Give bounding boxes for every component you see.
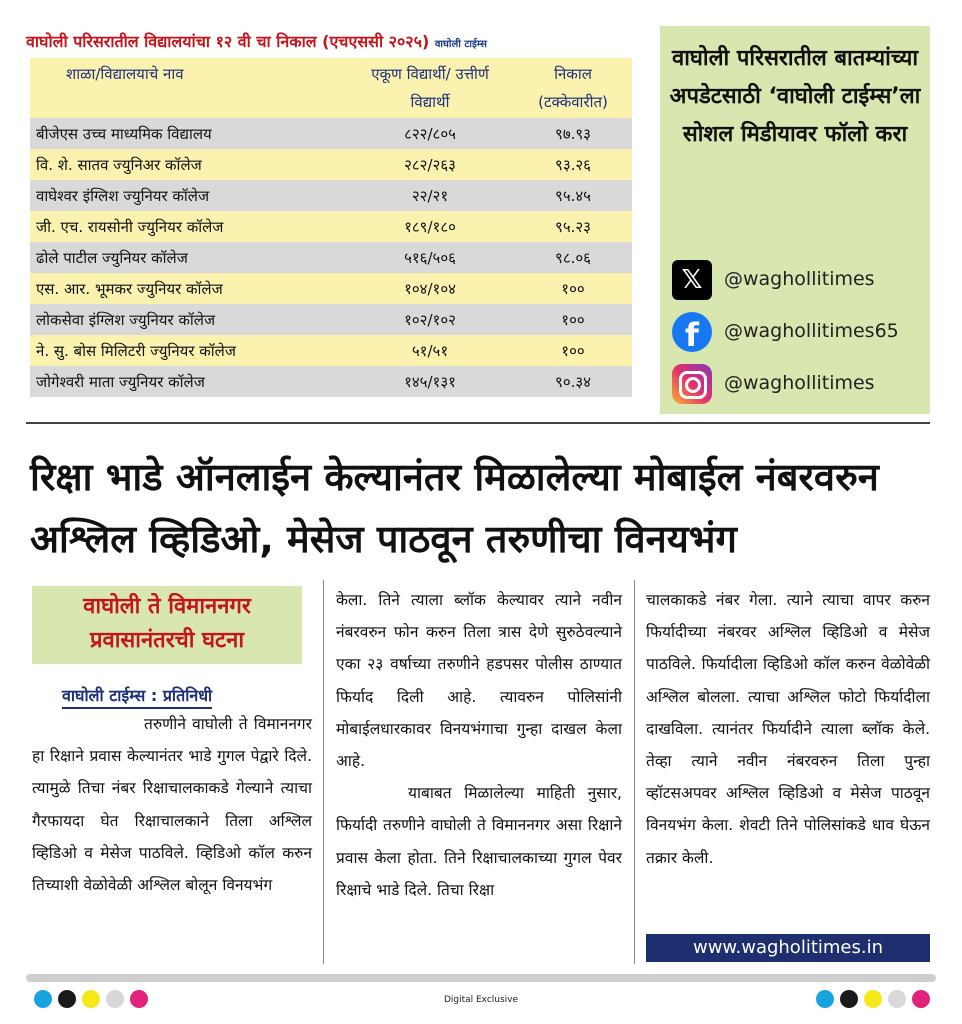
student-count: ८२२/८०५ bbox=[346, 118, 514, 149]
social-row-facebook[interactable] bbox=[672, 312, 922, 354]
color-dot bbox=[58, 990, 76, 1008]
article-column-1 bbox=[32, 708, 312, 901]
color-dot bbox=[912, 990, 930, 1008]
subheading-text: वाघोली ते विमाननगर प्रवासानंतरची घटना bbox=[83, 594, 251, 653]
color-dot bbox=[34, 990, 52, 1008]
x-handle[interactable]: @waghollitimes bbox=[724, 268, 875, 290]
result-percent: १०० bbox=[514, 304, 632, 335]
school-name: ढोले पाटील ज्युनियर कॉलेज bbox=[30, 242, 346, 273]
school-name: एस. आर. भूमकर ज्युनियर कॉलेज bbox=[30, 273, 346, 304]
result-percent: ९५.४५ bbox=[514, 180, 632, 211]
paragraph: याबाबत मिळालेल्या माहिती नुसार, फिर्यादी तरुणीने वाघोली ते विमाननगर असा रिक्षाने प्रवास केला होता. तिने रिक्षाचालकाच्या गुगल पेवर रिक्षाचे भाडे दिले. तिचा रिक्षा bbox=[336, 784, 622, 899]
x-icon: 𝕏 bbox=[672, 260, 712, 300]
result-percent: ९५.२३ bbox=[514, 211, 632, 242]
follow-box bbox=[660, 26, 930, 414]
website-link[interactable]: www.wagholitimes.in bbox=[646, 934, 930, 962]
paragraph: चालकाकडे नंबर गेला. त्याने त्याचा वापर करुन फिर्यादीच्या नंबरवर अश्लिल व्हिडिओ व मेसेज पाठविले. फिर्यादीला व्हिडिओ कॉल करुन वेळोवेळी अश्लिल बोलला. त्याचा अश्लिल फोटो फिर्यादीला दाखविला. त्यानंतर फिर्यादीने त्याला ब्लॉक केले. तेव्हा त्याने नवीन नंबरवरुन तिला पुन्हा व्हॉटसअपवर अश्लिल व्हिडिओ व मेसेज पाठवून विनयभंग केला. शेवटी तिने पोलिसांकडे धाव घेऊन तक्रार केली. bbox=[646, 591, 930, 867]
results-title bbox=[26, 30, 487, 52]
result-percent: १०० bbox=[514, 273, 632, 304]
result-percent: १०० bbox=[514, 335, 632, 366]
article-headline: रिक्षा भाडे ऑनलाईन केल्यानंतर मिळालेल्या मोबाईल नंबरवरुन अश्लिल व्हिडिओ, मेसेज पाठवून तरुणीचा विनयभंग bbox=[30, 455, 879, 561]
color-dot bbox=[816, 990, 834, 1008]
header-result: निकाल (टक्केवारीत) bbox=[514, 58, 632, 118]
article-column-2 bbox=[336, 584, 622, 906]
follow-text: वाघोली परिसरातील बातम्यांच्या अपडेटसाठी ‘वाघोली टाईम्स’ला सोशल मिडीयावर फॉलो करा bbox=[669, 46, 921, 147]
table-row bbox=[30, 335, 632, 366]
result-percent: ९०.३४ bbox=[514, 366, 632, 397]
table-row bbox=[30, 118, 632, 149]
table-row bbox=[30, 366, 632, 397]
color-dots-left bbox=[34, 990, 146, 1010]
school-name: जोगेश्वरी माता ज्युनियर कॉलेज bbox=[30, 366, 346, 397]
table-row bbox=[30, 273, 632, 304]
byline: वाघोली टाईम्स : प्रतिनिधी bbox=[62, 684, 212, 709]
student-count: १०२/१०२ bbox=[346, 304, 514, 335]
instagram-handle[interactable]: @waghollitimes bbox=[724, 372, 875, 394]
student-count: ५१/५१ bbox=[346, 335, 514, 366]
school-name: लोकसेवा इंग्लिश ज्युनियर कॉलेज bbox=[30, 304, 346, 335]
facebook-icon: f bbox=[672, 312, 712, 352]
school-name: ने. सु. बोस मिलिटरी ज्युनियर कॉलेज bbox=[30, 335, 346, 366]
color-dot bbox=[864, 990, 882, 1008]
results-table bbox=[30, 58, 632, 397]
header-students: एकूण विद्यार्थी/ उत्तीर्ण विद्यार्थी bbox=[346, 58, 514, 118]
results-title-text: वाघोली परिसरातील विद्यालयांचा १२ वी चा निकाल (एचएससी २०२५) bbox=[26, 32, 430, 51]
column-divider bbox=[323, 580, 324, 964]
school-name: जी. एच. रायसोनी ज्युनियर कॉलेज bbox=[30, 211, 346, 242]
color-dots-right bbox=[816, 990, 928, 1010]
result-percent: ९३.२६ bbox=[514, 149, 632, 180]
school-name: वाघेश्वर इंग्लिश ज्युनियर कॉलेज bbox=[30, 180, 346, 211]
school-name: बीजेएस उच्च माध्यमिक विद्यालय bbox=[30, 118, 346, 149]
column-divider bbox=[634, 580, 635, 964]
section-divider bbox=[26, 422, 930, 424]
header-school: शाळा/विद्यालयाचे नाव bbox=[30, 58, 346, 118]
table-header-row bbox=[30, 58, 632, 118]
color-dot bbox=[840, 990, 858, 1008]
school-name: वि. शे. सातव ज्युनिअर कॉलेज bbox=[30, 149, 346, 180]
student-count: १०४/१०४ bbox=[346, 273, 514, 304]
facebook-handle[interactable]: @waghollitimes65 bbox=[724, 320, 899, 342]
color-dot bbox=[106, 990, 124, 1008]
result-percent: ९८.०६ bbox=[514, 242, 632, 273]
social-row-x[interactable] bbox=[672, 260, 922, 302]
paragraph: तरुणीने वाघोली ते विमाननगर हा रिक्षाने प्रवास केल्यानंतर भाडे गुगल पेद्वारे दिले. त्यामुळे तिचा नंबर रिक्षाचालकाकडे गेल्याने त्याचा गैरफायदा घेत रिक्षाचालकाने तिला अश्लिल व्हिडिओ व मेसेज पाठविले. व्हिडिओ कॉल करुन तिच्याशी वेळोवेळी अश्लिल बोलून विनयभंग bbox=[32, 715, 312, 895]
color-dot bbox=[82, 990, 100, 1008]
student-count: १४५/१३१ bbox=[346, 366, 514, 397]
footer-label: Digital Exclusive bbox=[443, 995, 519, 1005]
footer-bar bbox=[26, 974, 936, 982]
instagram-icon bbox=[672, 364, 712, 404]
result-percent: ९७.९३ bbox=[514, 118, 632, 149]
student-count: १८९/१८० bbox=[346, 211, 514, 242]
student-count: २८२/२६३ bbox=[346, 149, 514, 180]
color-dot bbox=[130, 990, 148, 1008]
table-row bbox=[30, 180, 632, 211]
color-dot bbox=[888, 990, 906, 1008]
paragraph: केला. तिने त्याला ब्लॉक केल्यावर त्याने नवीन नंबरवरुन फोन करुन तिला त्रास देणे सुरुठेवल्याने एका २३ वर्षाच्या तरुणीने हडपसर पोलीस ठाण्यात फिर्याद दिली आहे. त्यावरुन पोलिसांनी मोबाईलधारकावर विनयभंगाचा गुन्हा दाखल केला आहे. bbox=[336, 591, 622, 771]
social-row-instagram[interactable] bbox=[672, 364, 922, 406]
table-row bbox=[30, 304, 632, 335]
brand-mark: वाघोली टाईम्स bbox=[434, 39, 487, 50]
table-row bbox=[30, 211, 632, 242]
subheading-box bbox=[32, 586, 302, 664]
table-row bbox=[30, 149, 632, 180]
table-row bbox=[30, 242, 632, 273]
student-count: २२/२१ bbox=[346, 180, 514, 211]
student-count: ५१६/५०६ bbox=[346, 242, 514, 273]
article-column-3 bbox=[646, 584, 930, 874]
